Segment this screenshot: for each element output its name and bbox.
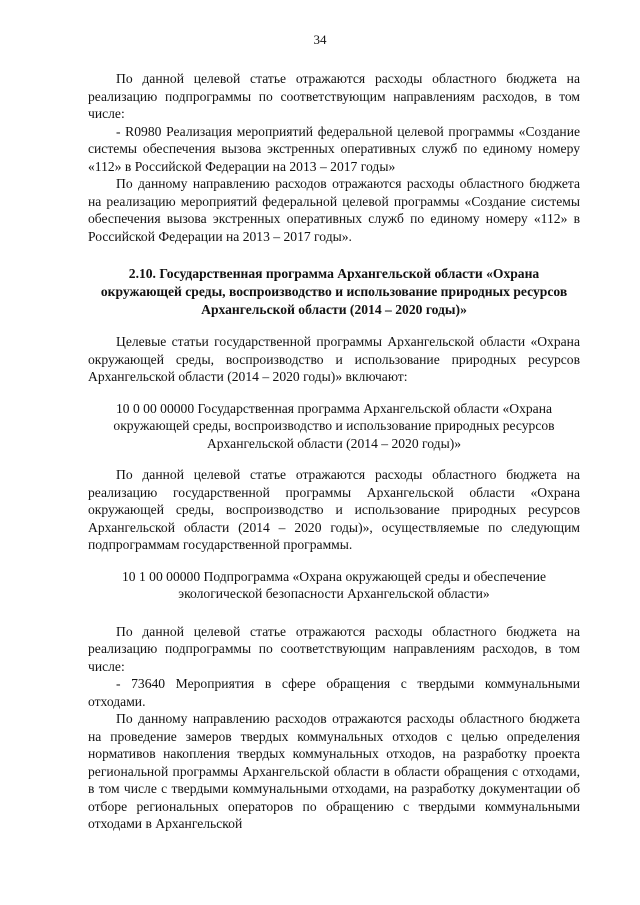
subprogram-code-title: 10 1 00 00000 Подпрограмма «Охрана окружающей среды и обеспечение экологической безопасности Архангельской области» <box>121 568 547 601</box>
paragraph-73640-item: - 73640 Мероприятия в сфере обращения с твердыми коммунальными отходами. <box>88 676 580 709</box>
document-body <box>88 70 580 833</box>
paragraph-program-desc: По данной целевой статье отражаются расходы областного бюджета на реализацию государственной программы Архангельской области «Охрана окружающей среды, воспроизводство и использование природных ресурсов Архангельской области (2014 – 2020 годы)», осуществляемые по следующим подпрограммам государственной программы. <box>88 467 580 552</box>
paragraph-73640-desc: По данному направлению расходов отражаются расходы областного бюджета на проведение замеров твердых коммунальных отходов с целью определения нормативов накопления твердых коммунальных отходов, на разработку проекта региональной программы Архангельской области в области обращения с отходами, в том числе с твердыми коммунальными отходами, на разработку документации об отборе региональных операторов по обращению с твердыми коммунальными отходами в Архангельской <box>88 711 580 831</box>
program-code-title: 10 0 00 00000 Государственная программа Архангельской области «Охрана окружающей среды, воспроизводство и использование природных ресурсов Архангельской области (2014 – 2020 годы)» <box>113 400 555 451</box>
page-number: 34 <box>313 32 327 47</box>
paragraph-subprogram-intro: По данной целевой статье отражаются расходы областного бюджета на реализацию подпрограммы по соответствующим направлениям расходов, в том числе: <box>88 623 580 674</box>
section-heading: 2.10. Государственная программа Архангельской области «Охрана окружающей среды, воспроизводство и использование природных ресурсов Архангельской области (2014 – 2020 годы)» <box>100 266 568 317</box>
paragraph-r0980-desc: По данному направлению расходов отражаются расходы областного бюджета на реализацию мероприятий федеральной целевой программы «Создание системы обеспечения вызова экстренных оперативных служб по единому номеру «112» в Российской Федерации на 2013 – 2017 годы». <box>88 176 580 244</box>
paragraph-r0980-item: - R0980 Реализация мероприятий федеральной целевой программы «Создание системы обеспечения вызова экстренных оперативных служб по единому номеру «112» в Российской Федерации на 2013 – 2017 годы» <box>88 123 580 174</box>
paragraph-target-articles: Целевые статьи государственной программы Архангельской области «Охрана окружающей среды, воспроизводство и использование природных ресурсов Архангельской области (2014 – 2020 годы)» включают: <box>88 334 580 384</box>
paragraph-budget-intro: По данной целевой статье отражаются расходы областного бюджета на реализацию подпрограммы по соответствующим направлениям расходов, в том числе: <box>88 71 580 121</box>
